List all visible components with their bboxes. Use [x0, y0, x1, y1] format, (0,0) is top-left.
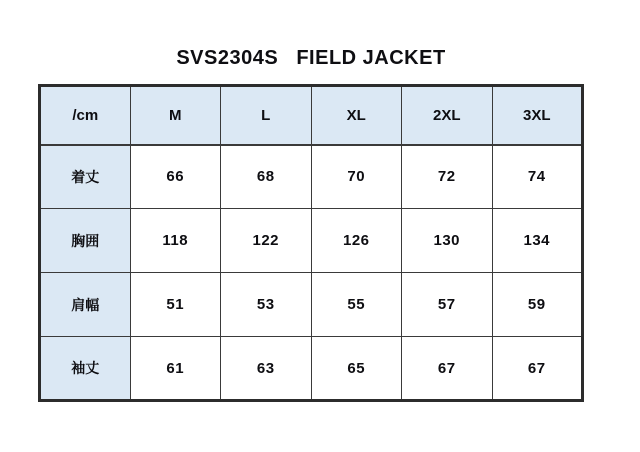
value-cell: 59 [492, 273, 583, 337]
value-cell: 126 [311, 209, 402, 273]
value-cell: 122 [221, 209, 312, 273]
table-header [40, 86, 583, 145]
header-cell-unit: /cm [40, 86, 131, 145]
table-row-sleeve [40, 337, 583, 401]
header-cell-size-3xl: 3XL [492, 86, 583, 145]
value-cell: 66 [130, 145, 221, 209]
value-cell: 130 [402, 209, 493, 273]
size-chart-table [38, 84, 584, 402]
value-cell: 53 [221, 273, 312, 337]
header-cell-size-l: L [221, 86, 312, 145]
table-body [40, 145, 583, 401]
value-cell: 67 [492, 337, 583, 401]
header-cell-size-2xl: 2XL [402, 86, 493, 145]
table-row-length [40, 145, 583, 209]
header-cell-size-m: M [130, 86, 221, 145]
page-title: SVS2304S FIELD JACKET [176, 47, 446, 69]
value-cell: 61 [130, 337, 221, 401]
value-cell: 118 [130, 209, 221, 273]
header-row [40, 86, 583, 145]
value-cell: 74 [492, 145, 583, 209]
value-cell: 65 [311, 337, 402, 401]
value-cell: 72 [402, 145, 493, 209]
row-label-sleeve: 袖丈 [40, 337, 131, 401]
value-cell: 55 [311, 273, 402, 337]
row-label-shoulder: 肩幅 [40, 273, 131, 337]
value-cell: 68 [221, 145, 312, 209]
value-cell: 57 [402, 273, 493, 337]
table-row-chest [40, 209, 583, 273]
value-cell: 63 [221, 337, 312, 401]
header-cell-size-xl: XL [311, 86, 402, 145]
value-cell: 134 [492, 209, 583, 273]
row-label-chest: 胸囲 [40, 209, 131, 273]
value-cell: 70 [311, 145, 402, 209]
value-cell: 51 [130, 273, 221, 337]
value-cell: 67 [402, 337, 493, 401]
row-label-length: 着丈 [40, 145, 131, 209]
table-row-shoulder [40, 273, 583, 337]
